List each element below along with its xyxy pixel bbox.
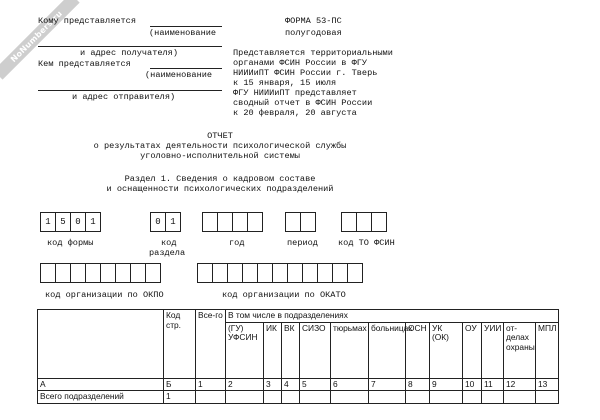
form-period: полугодовая: [285, 28, 342, 38]
index-cell: 1: [196, 378, 226, 391]
subheader-cell: от-делах охраны: [504, 322, 536, 378]
okato-cell: [242, 263, 258, 283]
table-header-row: [38, 310, 559, 323]
index-cell: 7: [369, 378, 406, 391]
from-address-line: [38, 90, 222, 91]
subheader-cell: МПЛ: [536, 322, 559, 378]
data-cell[interactable]: [282, 391, 300, 404]
okato-cell: [227, 263, 243, 283]
okpo-cell: [85, 263, 101, 283]
report-title-line: ОТЧЕТ: [207, 131, 233, 141]
form-code-digit: 0: [70, 212, 86, 232]
index-cell: 3: [264, 378, 282, 391]
to-code-label: код ТО ФСИН: [338, 238, 395, 248]
year-cell: [247, 212, 263, 232]
to-address-line: [38, 46, 222, 47]
data-cell[interactable]: [430, 391, 463, 404]
form-code-digit: 1: [85, 212, 101, 232]
report-title: [0, 131, 440, 161]
section-title-line: Раздел 1. Сведения о кадровом составе: [124, 174, 316, 184]
okpo-boxes[interactable]: [40, 263, 160, 283]
data-cell[interactable]: [264, 391, 282, 404]
okpo-label: код организации по ОКПО: [45, 290, 164, 300]
section-code-label-2: раздела: [149, 248, 186, 258]
period-label: период: [287, 238, 318, 248]
section-code-digit: 0: [150, 212, 166, 232]
period-cell: [285, 212, 301, 232]
data-cell[interactable]: [331, 391, 369, 404]
subheader-cell: ВК: [282, 322, 300, 378]
okpo-cell: [100, 263, 116, 283]
data-cell[interactable]: [369, 391, 406, 404]
index-cell: 4: [282, 378, 300, 391]
to-code-cell: [341, 212, 357, 232]
subheader-cell: СИЗО: [300, 322, 331, 378]
data-cell[interactable]: [463, 391, 482, 404]
index-cell: 12: [504, 378, 536, 391]
index-cell: 8: [406, 378, 430, 391]
okato-cell: [317, 263, 333, 283]
data-cell[interactable]: [504, 391, 536, 404]
section-title: [0, 174, 440, 194]
from-sublabel: (наименование: [145, 70, 213, 80]
header-group: В том числе в подразделениях: [226, 310, 559, 323]
row-label: Всего подразделений: [38, 391, 164, 404]
okato-label: код организации по ОКАТО: [222, 290, 346, 300]
to-sublabel: (наименование: [149, 28, 217, 38]
section-code-boxes[interactable]: [150, 212, 180, 232]
index-cell: А: [38, 378, 164, 391]
year-cell: [232, 212, 248, 232]
note-line: к 20 февраля, 20 августа: [233, 108, 357, 118]
to-label: Кому представляется: [38, 16, 136, 26]
okato-cell: [212, 263, 228, 283]
index-cell: 10: [463, 378, 482, 391]
okpo-cell: [130, 263, 146, 283]
okato-boxes[interactable]: [197, 263, 362, 283]
data-cell[interactable]: [300, 391, 331, 404]
data-cell[interactable]: [536, 391, 559, 404]
section-code-digit: 1: [165, 212, 181, 232]
form-title: ФОРМА 53-ПС: [285, 16, 342, 26]
okpo-cell: [70, 263, 86, 283]
index-cell: 13: [536, 378, 559, 391]
subheader-cell: (ГУ) УФСИН: [226, 322, 264, 378]
form-code-boxes[interactable]: [40, 212, 100, 232]
subheader-cell: УИИ: [482, 322, 504, 378]
index-cell: Б: [164, 378, 196, 391]
note-line: НИИИиПТ ФСИН России г. Тверь: [233, 68, 378, 78]
data-cell[interactable]: [482, 391, 504, 404]
watermark: NoNumbers.ru: [0, 0, 80, 80]
section-title-line: и оснащенности психологических подразделений: [106, 184, 334, 194]
index-cell: 2: [226, 378, 264, 391]
subheader-cell: больницах: [369, 322, 406, 378]
to-code-boxes[interactable]: [341, 212, 386, 232]
to-code-cell: [371, 212, 387, 232]
data-cell[interactable]: [196, 391, 226, 404]
header-blank-cell: [38, 310, 164, 379]
okato-cell: [272, 263, 288, 283]
okpo-cell: [40, 263, 56, 283]
okato-cell: [347, 263, 363, 283]
okato-cell: [287, 263, 303, 283]
form-code-digit: 5: [55, 212, 71, 232]
okpo-cell: [55, 263, 71, 283]
period-boxes[interactable]: [285, 212, 315, 232]
form-code-label: код формы: [47, 238, 94, 248]
subheader-cell: ОУ: [463, 322, 482, 378]
index-cell: 11: [482, 378, 504, 391]
subheader-cell: тюрьмах: [331, 322, 369, 378]
index-cell: 6: [331, 378, 369, 391]
section-code-label: код: [161, 238, 177, 248]
note-line: Представляется территориальными: [233, 48, 393, 58]
year-label: год: [229, 238, 245, 248]
note-line: к 15 января, 15 июля: [233, 78, 337, 88]
okpo-cell: [115, 263, 131, 283]
row-code: 1: [164, 391, 196, 404]
table-index-row: [38, 378, 559, 391]
period-cell: [300, 212, 316, 232]
note-line: органами ФСИН России в ФГУ: [233, 58, 368, 68]
index-cell: 5: [300, 378, 331, 391]
index-cell: 9: [430, 378, 463, 391]
okato-cell: [197, 263, 213, 283]
to-address-label: и адрес получателя): [80, 48, 178, 58]
okpo-cell: [145, 263, 161, 283]
form-code-digit: 1: [40, 212, 56, 232]
subheader-cell: ОСН: [406, 322, 430, 378]
table-row: [38, 391, 559, 404]
note-line: сводный отчет в ФСИН России: [233, 98, 373, 108]
subheader-cell: ИК: [264, 322, 282, 378]
data-cell[interactable]: [406, 391, 430, 404]
to-name-line: [150, 26, 222, 27]
submission-notes: [233, 48, 393, 118]
okato-cell: [257, 263, 273, 283]
staff-table: [37, 309, 559, 404]
report-title-line: уголовно-исполнительной системы: [140, 151, 300, 161]
year-boxes[interactable]: [202, 212, 262, 232]
subheader-cell: УК (ОК): [430, 322, 463, 378]
year-cell: [217, 212, 233, 232]
from-name-line: [150, 68, 222, 69]
report-title-line: о результатах деятельности психологической службы: [93, 141, 347, 151]
from-address-label: и адрес отправителя): [72, 92, 176, 102]
note-line: ФГУ НИИИиПТ представляет: [233, 88, 357, 98]
okato-cell: [302, 263, 318, 283]
year-cell: [202, 212, 218, 232]
header-code: Код стр.: [164, 310, 196, 379]
header-total: Все-го: [196, 310, 226, 379]
from-label: Кем представляется: [38, 59, 131, 69]
okato-cell: [332, 263, 348, 283]
data-cell[interactable]: [226, 391, 264, 404]
to-code-cell: [356, 212, 372, 232]
